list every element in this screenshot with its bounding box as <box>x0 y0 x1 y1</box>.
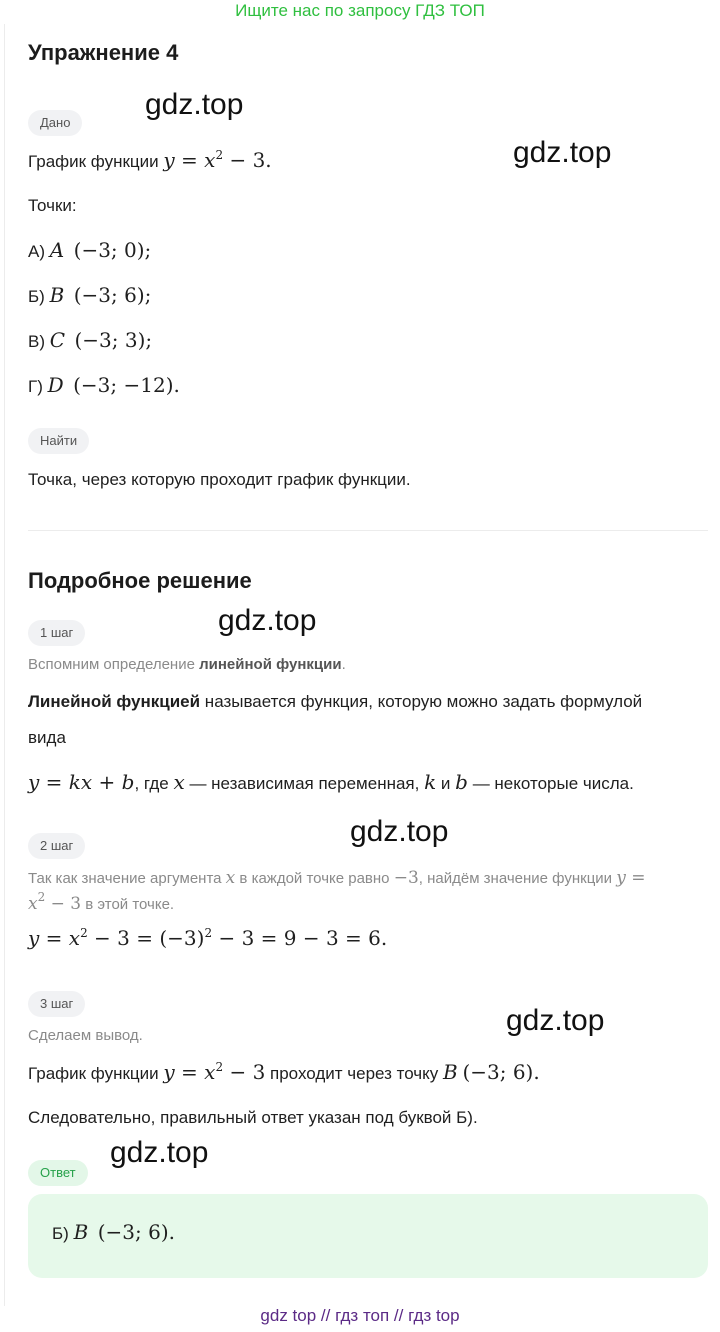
given-function-tail: − 3 <box>223 148 266 172</box>
promo-banner[interactable]: Ищите нас по запросу ГДЗ ТОП <box>235 1 485 20</box>
step2-exp: 2 <box>37 890 46 904</box>
calc-exp1: 2 <box>80 926 88 940</box>
option-coords: (−3; 6); <box>73 283 152 307</box>
given-intro: График функции <box>28 152 159 171</box>
step1-def-term: Линейной функцией <box>28 692 201 711</box>
step1-hint-term: линейной функции <box>199 656 342 673</box>
step2-x: x <box>225 868 236 888</box>
calc-c: − 3 = 9 − 3 = 6. <box>212 926 388 950</box>
step1-hint <box>28 656 346 673</box>
given-period: . <box>265 148 272 172</box>
option-letter: Б) <box>28 287 45 306</box>
option-d <box>28 373 180 397</box>
step1-definition <box>28 692 642 712</box>
step2-tail: − 3 <box>45 894 82 914</box>
step2-badge: 2 шаг <box>28 833 85 859</box>
watermark: gdz.top <box>110 1136 209 1169</box>
section-divider <box>28 530 708 531</box>
step2-hint-line2 <box>28 890 174 914</box>
given-badge: Дано <box>28 110 82 136</box>
step2-y: y = <box>616 868 646 888</box>
points-label: Точки: <box>28 196 77 215</box>
option-coords: (−3; 3); <box>74 328 153 352</box>
step2-text-c: , найдём значение функции <box>418 870 617 887</box>
step2-value: −3 <box>393 868 419 888</box>
step3-result <box>28 1060 540 1084</box>
step3-point: B <box>443 1060 458 1084</box>
watermark: gdz.top <box>506 1004 605 1037</box>
option-b <box>28 283 151 307</box>
option-letter: А) <box>28 242 45 261</box>
footer-links[interactable]: gdz top // гдз топ // гдз top <box>260 1306 460 1325</box>
step3-exp: 2 <box>215 1060 224 1074</box>
step2-hint-line1 <box>28 868 646 888</box>
given-function-line <box>28 148 272 172</box>
step1-badge: 1 шаг <box>28 620 85 646</box>
formula-k: k <box>424 770 437 794</box>
formula-b: b <box>455 770 468 794</box>
formula-and: и <box>436 774 456 793</box>
option-letter: Г) <box>28 377 43 396</box>
step1-def-text: называется функция, которую можно задать формулой <box>200 692 643 711</box>
step3-text-b: проходит через точку <box>265 1064 444 1083</box>
calc-exp2: 2 <box>204 926 213 940</box>
option-letter: В) <box>28 332 45 351</box>
step2-x2: x <box>28 894 38 914</box>
answer-coords: (−3; 6). <box>97 1220 175 1244</box>
answer-letter: Б) <box>52 1224 69 1243</box>
given-function-exp: 2 <box>215 148 224 162</box>
step1-formula: y = kx + b <box>28 770 135 794</box>
calc-b: − 3 = (−3) <box>87 926 205 950</box>
step1-hint-text: Вспомним определение <box>28 656 200 673</box>
watermark: gdz.top <box>145 88 244 121</box>
watermark: gdz.top <box>218 604 317 637</box>
step2-text-d: в этой точке. <box>81 896 175 913</box>
step3-function: y = x <box>163 1060 216 1084</box>
solution-title: Подробное решение <box>28 568 252 593</box>
step3-conclusion: Следовательно, правильный ответ указан под буквой Б). <box>28 1108 478 1127</box>
formula-where: , где <box>134 774 174 793</box>
formula-x: x <box>173 770 185 794</box>
watermark: gdz.top <box>350 815 449 848</box>
option-coords: (−3; 0); <box>73 238 152 262</box>
exercise-title: Упражнение 4 <box>28 40 179 65</box>
step3-hint: Сделаем вывод. <box>28 1027 143 1044</box>
step1-hint-end: . <box>341 656 346 673</box>
find-badge: Найти <box>28 428 89 454</box>
step3-badge: 3 шаг <box>28 991 85 1017</box>
calc-a: y = x <box>28 926 81 950</box>
answer-point: B <box>73 1220 89 1244</box>
option-a <box>28 238 151 262</box>
answer-badge: Ответ <box>28 1160 88 1186</box>
given-function: y = x <box>163 148 216 172</box>
option-point: A <box>49 238 65 262</box>
answer-box <box>28 1194 708 1278</box>
step1-formula-line <box>28 770 634 794</box>
step2-calculation <box>28 926 387 950</box>
answer-text <box>52 1220 175 1244</box>
watermark: gdz.top <box>513 136 612 169</box>
option-point: B <box>49 283 65 307</box>
step2-text-a: Так как значение аргумента <box>28 870 226 887</box>
formula-tail: — некоторые числа. <box>467 774 634 793</box>
option-c <box>28 328 152 352</box>
formula-indep: — независимая переменная, <box>184 774 425 793</box>
find-text: Точка, через которую проходит график функции. <box>28 470 411 489</box>
step1-definition-cont: вида <box>28 728 66 747</box>
step3-tail: − 3 <box>223 1060 266 1084</box>
step3-coords: (−3; 6). <box>462 1060 540 1084</box>
option-coords: (−3; −12). <box>73 373 180 397</box>
option-point: D <box>47 373 64 397</box>
option-point: C <box>49 328 66 352</box>
step3-text-a: График функции <box>28 1064 164 1083</box>
step2-text-b: в каждой точке равно <box>235 870 394 887</box>
